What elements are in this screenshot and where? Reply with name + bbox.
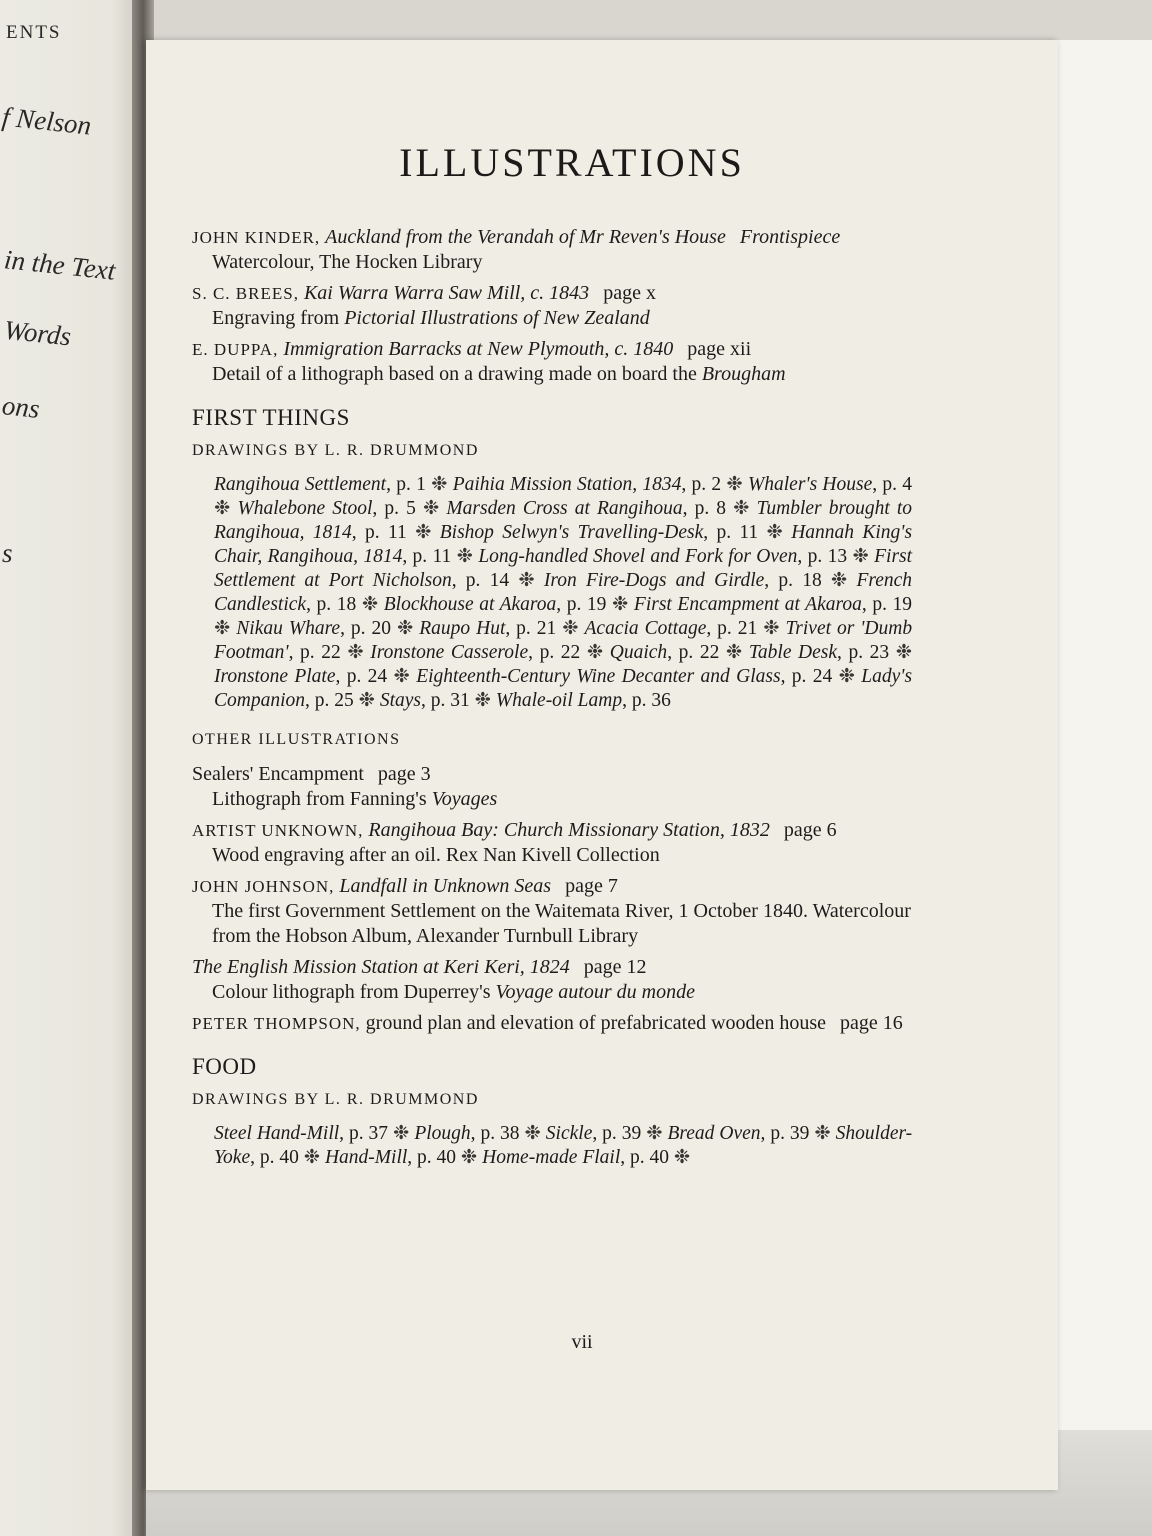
- fleuron-icon: ❉: [422, 498, 440, 519]
- entry-detail: [192, 362, 912, 387]
- detail-italic: Voyage autour du monde: [495, 981, 695, 1003]
- other-illustration-entry: [192, 818, 912, 868]
- fleuron-icon: ❉: [393, 666, 410, 687]
- artist-name: S. C. BREES,: [192, 284, 299, 303]
- fleuron-icon: ❉: [726, 474, 743, 495]
- fleuron-icon: ❉: [358, 690, 375, 711]
- entry-title-line: [192, 874, 912, 899]
- page-reference: page xii: [687, 338, 752, 360]
- drawing-page: , p. 20: [340, 618, 391, 639]
- fleuron-icon: ❉: [393, 1123, 410, 1144]
- fleuron-icon: ❉: [214, 498, 231, 519]
- fleuron-icon: ❉: [456, 546, 473, 567]
- fleuron-icon: ❉: [524, 1123, 541, 1144]
- drawing-page: , p. 38: [470, 1123, 520, 1144]
- entry-title-line: [192, 818, 912, 843]
- drawing-title: Sickle: [545, 1123, 593, 1144]
- entry-title-line: [192, 281, 912, 306]
- fleuron-icon: ❉: [612, 594, 629, 615]
- left-fragment: f Nelson: [0, 101, 93, 141]
- work-title: ground plan and elevation of prefabricated wooden house: [365, 1012, 827, 1034]
- drawing-page: , p. 36: [622, 690, 671, 711]
- drawing-page: , p. 25: [305, 690, 354, 711]
- drawing-title: Whalebone Stool: [237, 498, 373, 519]
- entry-title-line: [192, 1011, 912, 1036]
- drawing-title: Paihia Mission Station, 1834: [452, 474, 682, 495]
- drawing-title: Home-made Flail: [482, 1147, 621, 1168]
- page-reference: page 6: [783, 819, 837, 841]
- fleuron-icon: ❉: [766, 522, 783, 543]
- page-reference: page 7: [565, 875, 618, 897]
- drawing-title: French Candlestick: [214, 570, 913, 615]
- fleuron-icon: ❉: [415, 522, 432, 543]
- entry-title-line: [192, 225, 912, 250]
- fleuron-icon: ❉: [347, 642, 364, 663]
- left-fragment: ENTS: [6, 22, 62, 43]
- fleuron-icon: ❉: [474, 690, 491, 711]
- detail-text: Detail of a lithograph based on a drawing made on board the: [212, 363, 702, 385]
- drawing-page: , p. 22: [288, 642, 341, 663]
- page-reference: Frontispiece: [739, 226, 841, 248]
- detail-italic: Pictorial Illustrations of New Zealand: [344, 307, 650, 329]
- drawing-title: Quaich: [609, 642, 668, 663]
- other-illustration-entry: [192, 874, 912, 949]
- fleuron-icon: ❉: [214, 618, 231, 639]
- detail-italic: Brougham: [701, 363, 786, 385]
- drawing-page: , p. 22: [528, 642, 581, 663]
- drawing-title: Hand-Mill: [324, 1147, 408, 1168]
- drawings-list: [192, 1122, 912, 1170]
- other-illustrations-label: OTHER ILLUSTRATIONS: [192, 731, 401, 748]
- fleuron-icon: ❉: [431, 474, 448, 495]
- drawing-title: Plough: [414, 1123, 471, 1144]
- artist-name: E. DUPPA,: [192, 340, 279, 359]
- fleuron-icon: ❉: [830, 570, 848, 591]
- work-title: Landfall in Unknown Seas: [339, 875, 552, 897]
- work-title: The English Mission Station at Keri Keri, 1824: [192, 956, 570, 978]
- drawing-title: Blockhouse at Akaroa: [383, 594, 557, 615]
- entry-title-line: [192, 337, 912, 362]
- drawing-title: Trivet or 'Dumb Footman': [214, 618, 913, 663]
- other-illustration-entry: [192, 1011, 912, 1036]
- drawing-page: , p. 4: [872, 474, 913, 495]
- other-illustration-entry: [192, 762, 912, 812]
- fleuron-icon: ❉: [814, 1123, 831, 1144]
- fleuron-icon: ❉: [361, 594, 379, 615]
- drawing-page: , p. 19: [861, 594, 913, 615]
- page-number: vii: [571, 1331, 593, 1353]
- left-fragment: Words: [2, 314, 73, 352]
- drawing-title: Whale-oil Lamp: [495, 690, 623, 711]
- drawing-page: , p. 13: [797, 546, 848, 567]
- drawing-title: Lady's Companion: [214, 666, 913, 711]
- fleuron-icon: ❉: [460, 1147, 478, 1168]
- drawing-page: , p. 8: [682, 498, 727, 519]
- drawing-title: Raupo Hut: [419, 618, 506, 639]
- drawing-page: , p. 39: [592, 1123, 642, 1144]
- fleuron-icon: ❉: [673, 1147, 691, 1168]
- drawing-page: , p. 11: [402, 546, 452, 567]
- drawing-page: , p. 1: [386, 474, 426, 495]
- left-fragment: s: [2, 538, 13, 568]
- fleuron-icon: ❉: [725, 642, 743, 663]
- drawing-page: , p. 24: [780, 666, 833, 687]
- frontmatter-entries: [192, 225, 912, 387]
- drawing-title: Table Desk: [748, 642, 838, 663]
- page-reference: page 16: [840, 1012, 903, 1034]
- detail-text: Colour lithograph from Duperrey's: [212, 981, 496, 1003]
- left-fragment: in the Text: [2, 244, 117, 286]
- drawing-title: Shoulder-Yoke: [214, 1123, 913, 1168]
- entry-detail: [192, 787, 912, 812]
- fleuron-icon: ❉: [646, 1123, 663, 1144]
- page-reference: page 12: [583, 956, 647, 978]
- fleuron-icon: ❉: [586, 642, 604, 663]
- drawing-page: , p. 21: [505, 618, 557, 639]
- entry-title-line: [192, 762, 912, 787]
- drawing-page: , p. 24: [335, 666, 388, 687]
- drawings-label: DRAWINGS BY L. R. DRUMMOND: [192, 1091, 479, 1108]
- drawing-page: , p. 40: [407, 1147, 457, 1168]
- drawing-page: , p. 21: [706, 618, 758, 639]
- drawing-title: Nikau Whare: [236, 618, 341, 639]
- illustration-entry: [192, 281, 912, 331]
- page-content: [192, 140, 913, 1353]
- page-reference: page 3: [377, 763, 431, 785]
- drawing-page: , p. 11: [703, 522, 759, 543]
- section-heading: FOOD: [192, 1054, 257, 1079]
- entry-title-line: [192, 955, 912, 980]
- fleuron-icon: ❉: [562, 618, 579, 639]
- detail-text: Lithograph from Fanning's: [212, 788, 432, 810]
- work-title: Immigration Barracks at New Plymouth, c. 1840: [283, 338, 674, 360]
- fleuron-icon: ❉: [396, 618, 414, 639]
- illustration-entry: [192, 337, 912, 387]
- drawing-title: Rangihoua Settlement: [214, 474, 387, 495]
- artist-name: PETER THOMPSON,: [192, 1014, 361, 1033]
- detail-text: Watercolour, The Hocken Library: [212, 251, 483, 273]
- drawing-page: , p. 18: [306, 594, 357, 615]
- detail-text: Wood engraving after an oil. Rex Nan Kivell Collection: [212, 844, 660, 866]
- other-illustrations-list: [192, 762, 912, 1036]
- drawing-title: Hannah King's Chair, Rangihoua, 1814: [214, 522, 913, 567]
- drawing-page: , p. 19: [556, 594, 607, 615]
- fleuron-icon: ❉: [303, 1147, 321, 1168]
- artist-name: ARTIST UNKNOWN,: [192, 821, 364, 840]
- detail-text: The first Government Settlement on the Waitemata River, 1 October 1840. Watercolour from the Hobson Album, Alexander Turnbull Library: [212, 900, 911, 947]
- drawing-title: Stays: [379, 690, 422, 711]
- fleuron-icon: ❉: [733, 498, 750, 519]
- drawing-title: Marsden Cross at Rangihoua: [446, 498, 683, 519]
- left-fragment: ons: [0, 390, 42, 424]
- drawing-title: First Encampment at Akaroa: [633, 594, 862, 615]
- work-title: Rangihoua Bay: Church Missionary Station, 1832: [368, 819, 770, 841]
- page-reference: page x: [603, 282, 656, 304]
- drawing-title: First Settlement at Port Nicholson: [214, 546, 913, 591]
- entry-detail: [192, 250, 912, 275]
- artist-name: JOHN JOHNSON,: [192, 877, 335, 896]
- drawing-title: Tumbler brought to Rangihoua, 1814: [214, 498, 913, 543]
- drawing-page: , p. 31: [421, 690, 470, 711]
- drawing-title: Iron Fire-Dogs and Girdle: [543, 570, 765, 591]
- drawing-page: , p. 5: [372, 498, 416, 519]
- entry-detail: [192, 843, 912, 868]
- detail-italic: Voyages: [431, 788, 498, 810]
- drawing-page: , p. 14: [451, 570, 510, 591]
- drawing-title: Bishop Selwyn's Travelling-Desk: [439, 522, 704, 543]
- drawing-page: , p. 23: [837, 642, 890, 663]
- drawing-title: Acacia Cottage: [584, 618, 707, 639]
- entry-detail: [192, 980, 912, 1005]
- drawings-label: DRAWINGS BY L. R. DRUMMOND: [192, 442, 479, 459]
- drawing-title: Bread Oven: [667, 1123, 761, 1144]
- left-facing-page: [0, 0, 140, 1536]
- drawing-page: , p. 37: [339, 1123, 389, 1144]
- page-title: ILLUSTRATIONS: [399, 140, 745, 185]
- drawing-page: , p. 11: [351, 522, 407, 543]
- drawing-title: Whaler's House: [748, 474, 873, 495]
- drawing-title: Ironstone Casserole: [370, 642, 529, 663]
- drawing-page: , p. 40: [250, 1147, 299, 1168]
- work-title: Auckland from the Verandah of Mr Reven's House: [325, 226, 726, 248]
- drawing-title: Steel Hand-Mill: [214, 1123, 340, 1144]
- drawing-title: Long-handled Shovel and Fork for Oven: [478, 546, 798, 567]
- artist-name: JOHN KINDER,: [192, 228, 321, 247]
- drawing-page: , p. 18: [764, 570, 822, 591]
- other-illustration-entry: [192, 955, 912, 1005]
- drawing-page: , p. 2: [681, 474, 722, 495]
- work-title: Kai Warra Warra Saw Mill, c. 1843: [303, 282, 590, 304]
- fleuron-icon: ❉: [838, 666, 855, 687]
- drawings-list: [192, 473, 912, 713]
- illustration-entry: [192, 225, 912, 275]
- page-edge: [1058, 40, 1152, 1430]
- fleuron-icon: ❉: [518, 570, 535, 591]
- work-title: Sealers' Encampment: [192, 763, 364, 785]
- entry-detail: [192, 899, 912, 949]
- detail-text: Engraving from: [212, 307, 345, 329]
- fleuron-icon: ❉: [763, 618, 780, 639]
- fleuron-icon: ❉: [895, 642, 913, 663]
- drawing-page: , p. 22: [667, 642, 720, 663]
- drawing-title: Ironstone Plate: [214, 666, 336, 687]
- entry-detail: [192, 306, 912, 331]
- fleuron-icon: ❉: [852, 546, 869, 567]
- drawing-page: , p. 39: [760, 1123, 810, 1144]
- drawing-title: Eighteenth-Century Wine Decanter and Glass: [416, 666, 781, 687]
- drawing-page: , p. 40: [620, 1147, 669, 1168]
- section-heading: FIRST THINGS: [192, 405, 350, 430]
